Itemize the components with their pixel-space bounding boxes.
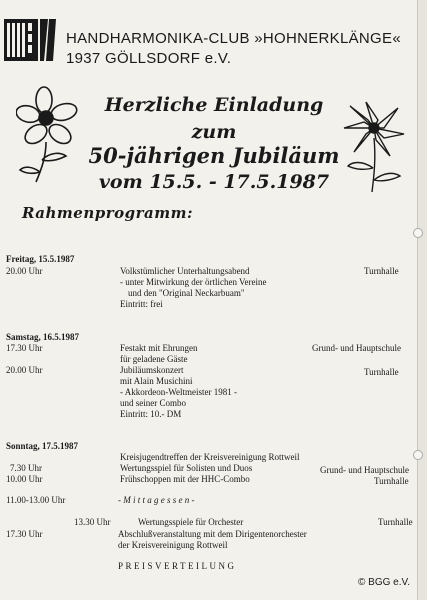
event-description-line: Jubiläumskonzert xyxy=(120,365,184,375)
day-heading-sunday: Sonntag, 17.5.1987 xyxy=(6,441,79,451)
day-heading-friday: Freitag, 15.5.1987 xyxy=(6,254,75,264)
event-time: 20.00 Uhr xyxy=(6,266,43,276)
event-venue: Turnhalle xyxy=(374,476,409,486)
event-description-line: Abschlußveranstaltung mit dem Dirigentenorchester xyxy=(118,529,307,539)
event-description-line: - Akkordeon-Weltmeister 1981 - xyxy=(120,387,237,397)
event-description-line: Eintritt: frei xyxy=(120,299,163,309)
event-venue: Turnhalle xyxy=(364,367,399,377)
event-description-line: Eintritt: 10.- DM xyxy=(120,409,182,419)
event-description-line: und den "Original Neckarbuam" xyxy=(128,288,245,298)
event-description-line: Frühschoppen mit der HHC-Combo xyxy=(120,474,250,484)
event-description-line: Festakt mit Ehrungen xyxy=(120,343,198,353)
event-time: 17.30 Uhr xyxy=(6,529,43,539)
closing-line: PREISVERTEILUNG xyxy=(118,561,237,571)
event-time: 13.30 Uhr xyxy=(74,517,111,527)
invitation-line-1: Herzliche Einladung xyxy=(104,94,324,116)
event-description-line: und seiner Combo xyxy=(120,398,186,408)
event-time: 20.00 Uhr xyxy=(6,365,43,375)
copyright-notice: © BGG e.V. xyxy=(358,577,411,588)
day-heading-saturday: Samstag, 16.5.1987 xyxy=(6,332,80,342)
binder-hole xyxy=(413,228,423,238)
event-description-line: - unter Mitwirkung der örtlichen Vereine xyxy=(120,277,267,287)
club-name: HANDHARMONIKA-CLUB »HOHNERKLÄNGE« xyxy=(66,30,401,47)
event-description-line: Volkstümlicher Unterhaltungsabend xyxy=(120,266,250,276)
program-heading: Rahmenprogramm: xyxy=(22,204,194,222)
lunch-break-label: - M i t t a g e s s e n - xyxy=(118,495,195,505)
event-time: 7.30 Uhr xyxy=(10,463,42,473)
event-time: 17.30 Uhr xyxy=(6,343,43,353)
binder-hole xyxy=(413,450,423,460)
invitation-line-3: 50-jährigen Jubiläum xyxy=(88,143,340,168)
event-description-line: für geladene Gäste xyxy=(120,354,188,364)
accordion-logo-icon xyxy=(4,18,56,62)
event-description-line: der Kreisvereinigung Rottweil xyxy=(118,540,228,550)
event-description-line: Wertungsspiele für Orchester xyxy=(138,517,244,527)
event-description-line: Wertungsspiel für Solisten und Duos xyxy=(120,463,253,473)
event-time: 11.00-13.00 Uhr xyxy=(6,495,66,505)
invitation-line-2: zum xyxy=(191,121,237,143)
event-venue: Turnhalle xyxy=(364,266,399,276)
club-year: 1937 GÖLLSDORF e.V. xyxy=(66,50,232,67)
event-venue: Grund- und Hauptschule xyxy=(320,465,409,475)
event-venue: Turnhalle xyxy=(378,517,413,527)
event-venue: Grund- und Hauptschule xyxy=(312,343,401,353)
event-description-line: Kreisjugendtreffen der Kreisvereinigung Rottweil xyxy=(120,452,300,462)
invitation-date-range: vom 15.5. - 17.5.1987 xyxy=(98,171,330,193)
event-description-line: mit Alain Musichini xyxy=(120,376,193,386)
event-time: 10.00 Uhr xyxy=(6,474,43,484)
